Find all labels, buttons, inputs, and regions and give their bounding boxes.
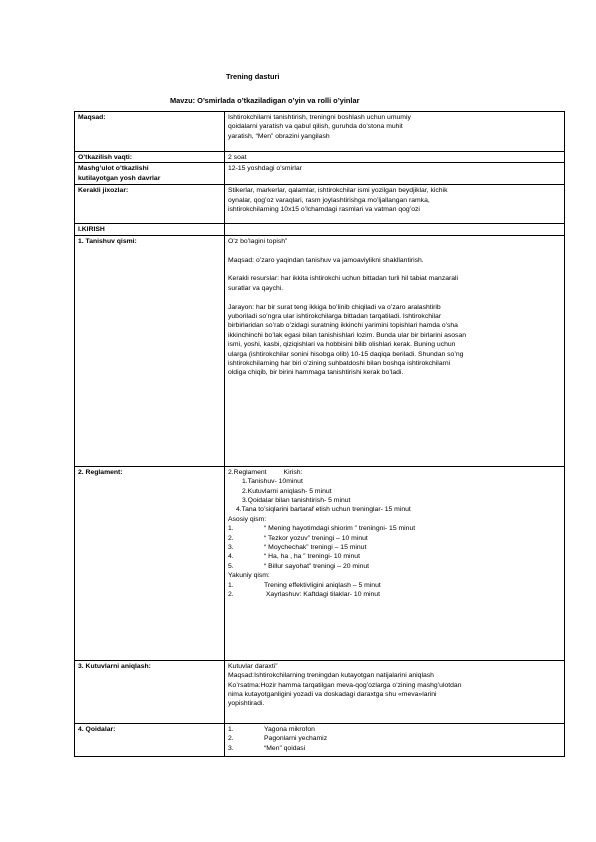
row-value [225,185,565,224]
text-line: Kutuvlar daraxti” [228,662,278,670]
table-row [75,112,565,152]
table-row [75,163,565,185]
item-text: “ Billur sayohat” treningi – 20 minut [264,562,370,570]
item-number: 5. [228,562,234,570]
list-item: 1.Tanishuv- 10minut [242,478,303,486]
row-label: 1. Tanishuv qismi: [75,235,225,466]
row-label: O’tkazilish vaqti: [75,152,225,163]
subsection-label: Yakuniy qism: [228,572,270,580]
text-line: ishtirokchilarning har biri o’zining suhbatdoshi bilan boshqa ishtirokchilarni [228,360,451,368]
item-number: 4. [228,553,234,561]
item-text: “ Ha, ha , ha ” treningi- 10 minut [264,553,360,561]
item-number: 1. [228,581,234,589]
subsection-label: Asosiy qism: [228,515,267,523]
item-text: “ Mening hayotimdagi shiorim ” treningni- 15 minut [264,525,416,533]
item-text: Trening effektivligini aniqlash – 5 minut [264,581,381,589]
row-label: 4. Qoidalar: [75,723,225,756]
list-item [228,534,561,543]
label-line: Mashg’ulot o’tkazlishi [78,165,149,173]
text-line: Kerakli resurslar: har ikkita ishtirokchi uchun bittadan turli hil tabiat manzarali [228,275,459,283]
list-item: 2.Kutuvlarni aniqlash- 5 minut [242,487,332,495]
text-line: yaratish, “Men” obrazini yangilash [228,132,330,140]
list-item: 3.Qoidalar bilan tanishtirish- 5 minut [242,497,351,505]
text-line: Jarayon: har bir surat teng ikkiga bo’linib chiqiladi va o’zaro aralashtirib [228,303,441,311]
text-line: Maqsad:Ishtirokchilarning treningdan kutayotgan natijalarini aniqlash [228,672,434,680]
list-item [228,725,561,734]
text-line: nima kutayotganligini yozadi va doskadagi daraxtga shu «meva»larini [228,691,437,699]
text-line: Ko’rsatma:Hozir hamma tarqatilgan meva-qog’ozlarga o’zining mashg’ulotdan [228,681,462,689]
item-number: 2. [228,591,234,599]
text-line: ishtirokchilarning 10x15 o’lchamdagi rasmlari va vatman qog’ozi [228,206,420,214]
row-value: 2 soat [225,152,565,163]
row-label: 2. Reglament: [75,466,225,660]
text-line: birbirlaridan so’rab o’zidagi suratning ikkinchi yarimini topishlari hamda o’sha [228,322,458,330]
section-heading: I.KIRISH [75,224,225,235]
item-text: “ Moychechak” treningi – 15 minut [264,544,367,552]
list-item [228,562,561,571]
item-number: 1. [228,725,234,733]
list-item [228,590,561,599]
row-label: Maqsad: [75,112,225,152]
table-row [75,224,565,235]
row-value: 12-15 yoshdagi o’smirlar [225,163,565,185]
table-row [75,466,565,660]
list-item [228,552,561,561]
row-value [225,466,565,660]
text-line: ismi, yoshi, kasbi, qiziqishlari va hobbisini bilib olishlari kerak. Buning uchun [228,341,456,349]
item-number: 3. [228,544,234,552]
reglament-heading: 2.Reglament Kirish: [228,468,303,476]
row-value [225,112,565,152]
text-line: yopishtiradi. [228,700,265,708]
table-row [75,152,565,163]
text-line: ularga (ishtirokchilar sonini hisobga olib) 10-15 daqiqa beriladi. Shundan so’ng [228,350,464,358]
label-line: kutilayotgan yosh davrlar [78,174,161,182]
row-value [225,235,565,466]
item-number: 1. [228,525,234,533]
table-row [75,723,565,756]
list-item [228,524,561,533]
table-row [75,235,565,466]
text-line: oldiga chiqib, bir birini hammaga tanishtirishi kerak bo’ladi. [228,369,404,377]
row-label: Kerakli jixozlar: [75,185,225,224]
document-topic: Mavzu: O’smirlada o’tkaziladigan o’yin va rolli o’yinlar [170,96,360,105]
text-line: Maqsad: o’zaro yaqindan tanishuv va jamoaviylikni shakllantirish. [228,256,424,264]
item-text: Pagonlarni yechamiz [264,735,328,743]
row-value [225,660,565,723]
item-text: Yagona mikrofon [264,725,315,733]
list-item [228,543,561,552]
item-text: “ Tezkor yozuv” treningi – 10 minut [264,534,368,542]
item-number: 2. [228,735,234,743]
title-text: Trening dasturi [226,72,280,81]
list-item: 4.Tana to’siqlarini bartaraf etish uchun treninglar- 15 minut [236,506,411,514]
training-program-table [74,111,565,757]
text-line: Ishtirokchilarni tanishtirish, treningni boshlash uchun umumiy [228,114,411,121]
text-line: qoidalarni yaratish va qabul qilish, guruhda do’stona muhit [228,123,403,131]
text-line: suratlar va qaychi. [228,284,284,292]
row-label: 3. Kutuvlarni aniqlash: [75,660,225,723]
row-value [225,224,565,235]
row-value [225,723,565,756]
exercise-name: O’z bo’lagini topish” [228,237,288,245]
item-number: 2. [228,534,234,542]
text-line: ikkinchinchi bo’lak egasi bilan tanishishlari lozim. Bunda ular bir birlarini asosan [228,331,467,339]
table-row [75,185,565,224]
list-item [228,744,561,753]
item-number: 3. [228,744,234,752]
list-item [228,581,561,590]
table-row [75,660,565,723]
text-line: Stikerlar, markerlar, qalamlar, ishtirokchilar ismi yozilgan beydjiklar, kichik [228,187,448,195]
text-line: oynalar, qog’oz varaqlari, rasm joylashtirishga mo’ljallangan ramka, [228,196,430,204]
list-item [228,734,561,743]
row-label [75,163,225,185]
item-text: “Men” qoidasi [264,744,306,752]
text-line: yuboriladi so’ngra ular ishtirokchilarga bittadan tarqatiladi. Ishtirokchilar [228,313,442,321]
item-text: Xayrlashuv: Kaftdagi tilaklar- 10 minut [264,591,380,599]
